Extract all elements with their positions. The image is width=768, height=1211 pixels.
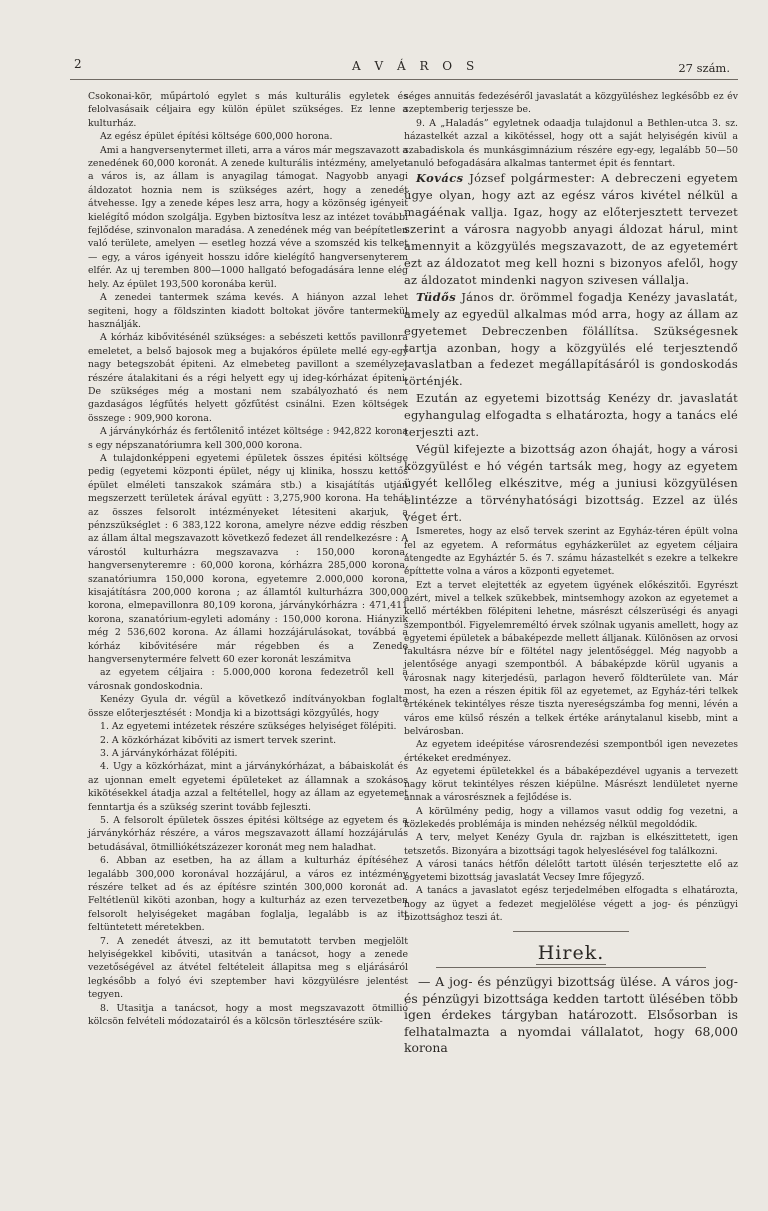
speech-text: Ezután az egyetemi bizottság Kenézy dr. javaslatát egyhangulag elfogadta s elhatározta, hogy a tanács elé terjeszti azt. <box>404 391 738 440</box>
speech-paragraph <box>404 441 738 526</box>
speech-paragraph <box>404 170 738 288</box>
paragraph: 6. Abban az esetben, ha az állam a kulturház építéséhez legalább 300,000 koronával hozzájárul, a város ez intézmény részére telket ad és az építésre szintén 300,000 koronát ad. Feltétlenül kiköti azonban, hogy a kulturház az ezen tervezetben felsorolt helyiségeket magában foglalja, legalább is az itt feltüntetett méretekben. <box>88 855 408 934</box>
paragraph: A tulajdonképpeni egyetemi épületek összes épitési költsége pedig (egyetemi központi épület, négy uj klinika, hosszu kettős épület elméleti tanszakok számára stb.) a kisajátítás utján megszerzett területek árával együtt : 3,275,900 korona. Ha tehát az összes felsorolt intézményeket létesiteni akarjuk, a pénzszükséglet : 6 383,122 korona, amelyre nézve eddig részben az állam által megszavazott következő fedezet áll rendelkezésre : A várostól kulturházra megszavazva : 150,000 korona, hangversenyteremre : 60,000 korona, kórházra 285,000 korona, szanatóriumra 150,000 korona, egyetemre 2.000,000 korona, kisajátításra 200,000 korona ; az államtól kulturházra 300,000 korona, elmepavillonra 80,109 korona, járványkórházra : 471,411 korona, szanatórium-egyleti adomány : 150,000 korona. Hiányzik még 2 536,602 korona. Az állami hozzájárulásokat, továbbá a kórház kibővitésére már régebben és a Zenede hangversenytermére felvett 60 ezer koronát leszámitva <box>88 452 408 666</box>
paragraph: Ami a hangversenytermet illeti, arra a város már megszavazott a zenedének 60,000 koronát. A zenede kulturális intézmény, amelyet a város is, az állam is anyagilag támogat. Nagyobb anyagi áldozatot hoznia nem is szükséges azért, hogy a zenedét átvehesse. Igy a zenede képes lesz arra, hogy a közönség igényeit kielégítő módon szolgálja. Egyben biztosítva lesz az intézet további fejlődése, szinvonalon maradása. A zenedének még van beépítetlen való területe, amelyen — esetleg hozzá véve a szomszéd kis telket — egy, a város igényeit hosszu időre kielégítő hangversenyterem elfér. Az uj teremben 800—1000 hallgató befogadására lenne elég hely. Az épület 193,500 koronába kerül. <box>88 144 408 290</box>
paragraph: az egyetem céljaira : 5.000,000 korona fedezetről kell a városnak gondoskodnia. <box>88 667 408 692</box>
speech-text: József polgármester: A debreczeni egyetem ügye olyan, hogy azt az egész város kivétel nélkül a magáénak vallja. Igaz, hogy az előterjesztett tervezet szerint a városra nagyobb anyagi áldozat hárul, mint amennyit a közgyülés megszavazott, de az egyetemért ezt az áldozatot meg kell hozni s bizonyos afelől, hogy az áldozatot mindenki nagyon szivesen vállalja. <box>404 171 738 287</box>
right-column-proposals <box>404 90 738 170</box>
news-paragraph: — A jog- és pénzügyi bizottság ülése. A város jog- és pénzügyi bizottsága kedden tartott ülésében több igen érdekes tárgyban határozott. Elsősorban is felhatalmazta a nyomdai vállalatot, hogy 68,000 korona <box>404 974 738 1055</box>
page-number: 2 <box>74 57 82 71</box>
paragraph: Ismeretes, hogy az első tervek szerint az Egyház-téren épült volna fel az egyetem. A református egyházkerület az egyetem céljaira átengedte az Egyháztér 5. és 7. számu házastelkét s ezekre a telkekre építtette volna a város a központi egyetemet. <box>404 526 738 578</box>
paragraph: 5. A felsorolt épületek összes épitési költsége az egyetem és a járványkórház részére, a város megszavazott államí hozzájárulás betudásával, ötmilliókétszázezer koronát meg nem haladhat. <box>88 814 408 853</box>
paragraph: Csokonai-kör, műpártoló egylet s más kulturális egyletek és felolvasásaik céljaira egy külön épület szükséges. Ez lenne a kulturház. <box>88 91 408 129</box>
news-title-rule <box>436 967 706 968</box>
paragraph: A körülmény pedig, hogy a villamos vasut oddig fog vezetni, a közlekedés problémája is minden nehézség nélkül megoldódik. <box>404 805 738 830</box>
paragraph: Ezt a tervet elejtették az egyetem ügyének előkészitői. Egyrészt azért, mivel a telkek szükebbek, mintsemhogy azokon az egyetemet a kellő mértékben fölépiteni lehetne, másrészt célszerüségi és anyagi szempontból. Figyelemreméltó érvek szólnak ugyanis amellett, hogy az egyetemi épületek a bábaképezde mellett álljanak. Különösen az orvosi fakultásra nézve bír e föltétel nagy jelentőséggel. Még nagyobb a jelentősége anyagi szempontból. A bábaképzde körül ugyanis a városnak nagy kiterjedésü, parlagon heverő földterülete van. Már most, ha ezen a részen épitik föl az egyetemet, az Egyház-téri telkek értékének tekintélyes része tiszta nyereségszámba fog menni, lévén a város eme külső részén a telkek értéke aránytalanul kisebb, mint a belvárosban. <box>404 579 738 737</box>
issue-number: 27 szám. <box>678 61 730 75</box>
speaker-name: Kovács <box>416 171 464 186</box>
paragraph: 1. Az egyetemi intézetek részére szükséges helyiséget fölépiti. <box>100 721 397 733</box>
left-column <box>88 90 408 1028</box>
paragraph: 9. A „Haladás” egyletnek odaadja tulajdonul a Bethlen-utca 3. sz. házastelkét azzal a kikötéssel, hogy ott a saját helyiségén kivül a szabadiskola és munkásgimnázium részére egy-egy, legalább 50—50 tanuló befogadására alkalmas tantermet épit és fenntart. <box>404 117 738 170</box>
news-section-title: Hirek. <box>537 942 605 965</box>
section-divider <box>513 931 629 932</box>
speech-text: Végül kifejezte a bizottság azon óhaját, hogy a városi közgyülést e hó végén tartsák meg, hogy az egyetem ügyét kellőleg elkészitve, még a juniusi közgyülésen elintézze a törvényhatósági bizottság. Ezzel az ülés véget ért. <box>404 441 738 524</box>
paragraph: A tanács a javaslatot egész terjedelmében elfogadta s elhatározta, hogy az ügyet a fedezet megjelölése végett a jog- és pénzügyi bizottsághoz teszi át. <box>404 885 738 924</box>
paragraph: Az egyetemi épületekkel és a bábaképezdével ugyanis a tervezett nagy körut tekintélyes részen kiépülne. Másrészt lendületet nyerne annak a városrésznek a fejlődése is. <box>404 765 738 804</box>
paragraph: séges annuitás fedezéséről javaslatát a közgyüléshez legkésőbb ez év szeptemberig terjessze be. <box>404 91 738 116</box>
paragraph: 4. Ugy a közkórházat, mint a járványkórházat, a bábaiskolát és az ujonnan emelt egyetemi épületeket az államnak a szokásos kikötésekkel átadja azzal a feltétellel, hogy az állam az egyetemet fenntartja és a szükség szerint tovább fejleszti. <box>88 761 408 813</box>
right-column <box>404 90 738 1056</box>
right-column-report <box>404 525 738 924</box>
speech-paragraph <box>404 390 738 441</box>
paragraph: 7. A zenedét átveszi, az itt bemutatott tervben megjelölt helyiségekkel kibőviti, utasitván a tanácsot, hogy a zenede vezetőségével az átvétel feltételeit állapitsa meg s eljárásáról legkésőbb a folyó évi szeptember havi közgyülésre jelentést tegyen. <box>88 935 408 1001</box>
paragraph: Kenézy Gyula dr. végül a következő indítványokban foglalta össze előterjesztését : Mondja ki a bizottsági közgyűlés, hogy <box>88 694 408 719</box>
right-column-speeches <box>404 170 738 525</box>
masthead-title: A V Á R O S <box>352 59 480 73</box>
paragraph: 8. Utasitja a tanácsot, hogy a most megszavazott ötmillió kölcsön felvételi módozatairól és a kölcsön törlesztésére szük- <box>88 1002 408 1028</box>
page-header <box>70 57 738 80</box>
paragraph: A kórház kibővitésénél szükséges: a sebészeti kettős pavillonra emeletet, a belső bajosok meg a bujakóros épülete mellé egy-egy nagy betegszobát épiteni. Az elmebeteg pavillont a személyzet részére átalakitani és a régi helyett egy uj ideg-kórházat épiteni. De szükséges még a mostani nem szabályozható és nem gazdaságos légfűtés helyett gőzfűtést csinálni. Ezen költségek összege : 909,900 korona. <box>88 332 408 424</box>
speech-paragraph <box>404 289 738 390</box>
paragraph: Az egyetem ideépitése városrendezési szempontból igen nevezetes értékeket eredményez. <box>404 739 738 764</box>
speech-text: János dr. örömmel fogadja Kenézy javaslatát, amely az egyedül alkalmas mód arra, hogy az állam az egyetemet Debreczenben fölállítsa. Szükségesnek tartja azonban, hogy a közgyülés elé terjesztendő javaslatban a fedezet megállapításáról is gondoskodás történjék. <box>404 289 739 389</box>
paragraph: 3. A járványkórházat fölépiti. <box>100 747 238 759</box>
paragraph: A városi tanács hétfőn délelőtt tartott ülésén terjesztette elő az egyetemi bizottság javaslatát Vecsey Imre főjegyző. <box>404 858 738 884</box>
speaker-name: Tüdős <box>416 289 457 304</box>
paragraph: Az egész épület építési költsége 600,000 horona. <box>100 131 333 143</box>
paragraph: A zenedei tantermek száma kevés. A hiányon azzal lehet segiteni, hogy a földszinten kiadott boltokat jövőre tantermekül használják. <box>88 292 408 330</box>
paragraph: 2. A közkórházat kibőviti az ismert tervek szerint. <box>100 734 337 746</box>
paragraph: A járványkórház és fertőlenitő intézet költsége : 942,822 korona s egy népszanatóriumra kell 300,000 korona. <box>88 426 408 451</box>
paragraph: A terv, melyet Kenézy Gyula dr. rajzban is elkészittetett, igen tetszetős. Bizonyára a bizottsági tagok helyeslésével fog találkozni. <box>404 832 738 857</box>
